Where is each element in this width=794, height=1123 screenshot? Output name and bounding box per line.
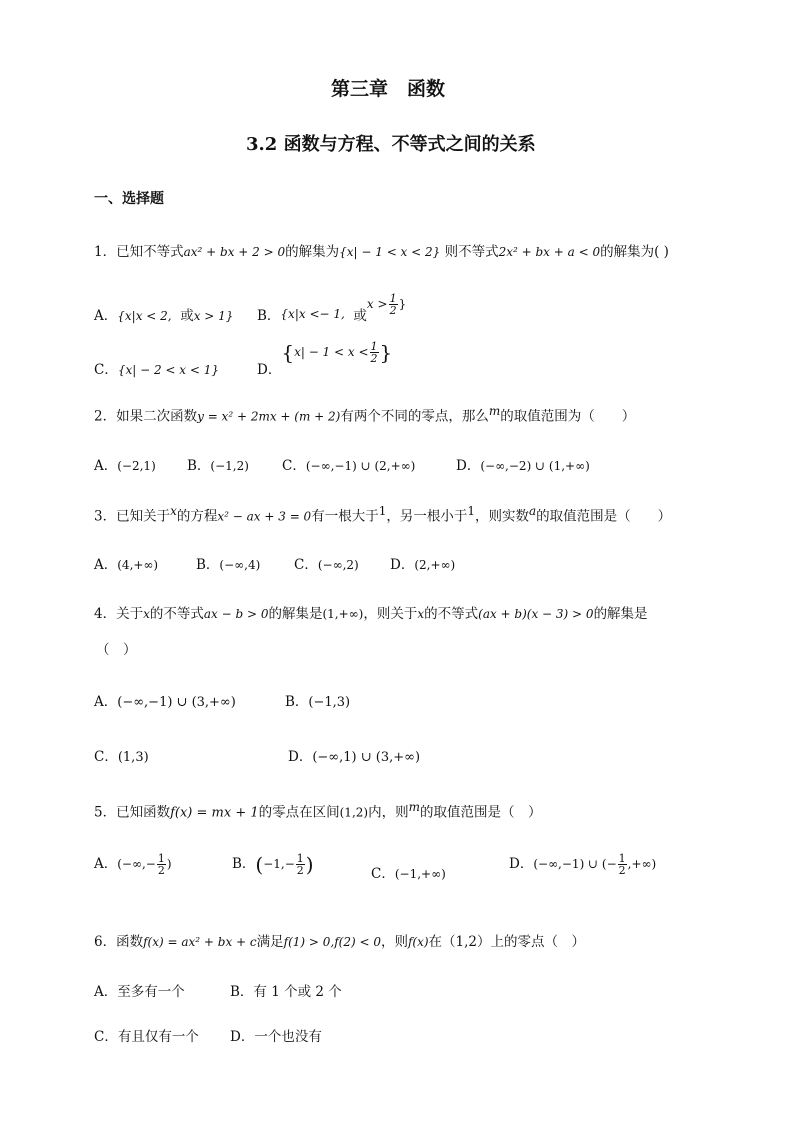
option-value: (−2,1) [117,459,156,473]
option-value: x > 1} [193,309,234,323]
question-1 [94,240,669,260]
option-label: C． [94,362,118,378]
option-value: (−∞,−1) ∪ (− [533,857,617,871]
option-label: B． [285,694,309,710]
option-label: C． [94,749,118,765]
q2-option-d[interactable] [456,454,590,474]
option-label: A． [94,557,118,573]
option-value: {x|x <− 1, [280,307,345,321]
q3-expr: x² − ax + 3 = 0 [217,509,312,524]
q4-option-c[interactable] [94,745,149,765]
q5-option-d[interactable] [509,852,656,876]
question-3 [94,504,671,525]
option-label: A． [94,458,118,474]
q3-one: 1 [467,504,475,518]
option-value: (2,+∞) [414,558,456,572]
q3-option-c[interactable] [294,553,359,573]
question-6 [94,930,585,950]
option-label: D． [509,856,534,872]
option-value: −1,− [263,857,295,871]
q1-set: {x| − 1 < x < 2} [339,245,441,259]
q4-var: x [143,607,150,621]
q6-option-d[interactable]: D．一个也没有 [230,1029,322,1045]
option-label: C． [282,458,306,474]
q6-cond: f(1) > 0,f(2) < 0 [283,935,381,949]
option-value: (4,+∞) [117,558,159,572]
option-value: (−∞,− [117,857,156,871]
q4-set: (1,+∞) [322,607,364,621]
q4-expr1: ax − b > 0 [203,607,269,621]
option-label: A． [94,856,118,872]
q3-stem: 的取值范围是（ ） [536,508,672,525]
option-label: A． [94,694,118,710]
option-value: (−∞,−2) ∪ (1,+∞) [480,459,590,473]
fraction-denominator: 2 [296,864,304,877]
option-label: B． [187,458,211,474]
q6-option-c[interactable]: C．有且仅有一个 [94,1029,199,1045]
q6-stem: 6．函数 [94,934,144,950]
q4-stem: 的不等式 [149,606,204,622]
q5-option-c[interactable] [371,862,446,882]
option-value: (−1,2) [210,459,249,473]
q4-stem: 的不等式 [424,606,479,622]
option-label: C． [371,866,395,882]
q5-stem: 的取值范围是（ ） [419,804,542,821]
q6-stem: 满足 [256,934,284,950]
option-value: (−∞,1) ∪ (3,+∞) [312,750,421,765]
q4-option-a[interactable] [94,690,236,710]
q3-option-d[interactable] [390,553,455,573]
option-or: 或 [353,308,367,324]
q4-expr2: (ax + b)(x − 3) > 0 [478,607,594,621]
option-label: D． [390,557,415,573]
fraction-denominator: 2 [157,864,165,877]
q2-stem: 2．如果二次函数 [94,408,198,425]
q3-stem: ，则实数 [474,508,529,525]
q2-option-c[interactable] [282,454,415,474]
section-title: 3.2 函数与方程、不等式之间的关系 [246,134,536,155]
option-value: ) [166,857,172,871]
q2-option-b[interactable] [187,454,249,474]
part-heading: 一、选择题 [94,191,164,207]
q4-var: x [417,607,425,621]
option-or: 或 [180,308,194,324]
fraction-numerator: 1 [389,292,397,305]
q2-option-a[interactable] [94,454,156,474]
q1-stem: 则不等式 [444,244,499,260]
q6-fx: f(x) [407,935,429,949]
q4-option-b[interactable] [285,690,350,710]
q1-option-c[interactable] [94,358,219,378]
fraction-numerator: 1 [296,852,304,865]
option-value: (−∞,4) [219,558,261,572]
option-value: (−∞,−1) ∪ (3,+∞) [117,695,236,710]
option-label: C． [294,557,318,573]
chapter-title: 第三章 函数 [331,78,446,100]
option-value: x| − 1 < x < [294,345,369,359]
q4-answer-paren: （ ） [96,642,137,658]
option-value: {x| − 2 < x < 1} [117,363,220,377]
option-value: ,+∞) [627,857,657,871]
option-label: B． [196,557,220,573]
option-value: (1,3) [117,750,149,765]
fraction-numerator: 1 [157,852,165,865]
q4-option-d[interactable] [288,745,420,765]
q3-stem: ，另一根小于 [386,508,468,525]
option-label: B． [232,856,256,872]
question-2 [94,404,635,425]
option-label: B． [257,308,281,324]
q1-option-b[interactable]: B．{x|x <− 1, 或x > $\frac{1}{2}$ } [257,292,407,324]
q5-stem: 内，则 [368,804,409,821]
option-label: D． [456,458,481,474]
q4-stem: ，则关于 [363,606,418,622]
q3-one: 1 [378,504,387,518]
q5-stem: 的零点在区间 [258,804,340,821]
q5-var: m [408,800,420,814]
q2-var: m [488,404,501,418]
option-value: x > [366,297,388,311]
q5-option-b[interactable]: B．(−1,− $\frac{1}{2}$ ) [232,852,314,877]
option-value: (−1,3) [308,695,351,710]
option-value: (−∞,−1) ∪ (2,+∞) [305,459,416,473]
fraction-numerator: 1 [370,340,378,353]
q1-option-a[interactable] [94,304,233,324]
q2-expr: y = x² + 2mx + (m + 2) [197,409,341,424]
q4-stem: 的解集是 [268,606,323,622]
question-5 [94,800,541,821]
q6-stem: ，则 [380,934,408,950]
q5-option-a[interactable] [94,852,172,876]
q3-option-a[interactable] [94,553,158,573]
q3-stem: 有一根大于 [311,508,379,525]
q2-stem: 的取值范围为（ ） [500,408,636,425]
q3-var-a: a [528,504,537,518]
q1-stem: 1．已知不等式 [94,244,184,260]
fraction-denominator: 2 [389,304,397,317]
q5-stem: 5．已知函数 [94,804,171,821]
q4-stem: 4．关于 [94,606,144,622]
q3-option-b[interactable] [196,553,260,573]
option-label: D． [288,749,313,765]
q3-stem: 的方程 [176,508,218,525]
option-value: (−∞,2) [317,558,359,572]
q4-stem: 的解集是 [593,606,648,622]
q1-expr1: ax² + bx + 2 > 0 [183,245,286,259]
q5-expr: f(x) = mx + 1 [170,805,259,821]
q6-expr: f(x) = ax² + bx + c [143,935,257,949]
q1-stem: 的解集为( ) [600,244,669,260]
q3-stem: 3．已知关于 [94,508,171,525]
question-4 [94,602,648,622]
option-label: A． [94,308,118,324]
fraction-denominator: 2 [618,864,626,877]
q1-stem: 的解集为 [285,244,340,260]
option-value: (−1,+∞) [394,867,446,881]
q3-var-x: x [170,504,177,518]
q2-stem: 有两个不同的零点，那么 [340,408,489,425]
option-value: {x|x < 2, [117,309,172,323]
q6-option-b[interactable]: B．有 1 个或 2 个 [230,984,342,1000]
q6-stem: 在（1,2）上的零点（ ） [428,934,586,950]
q6-option-a[interactable]: A．至多有一个 [94,984,185,1000]
fraction-denominator: 2 [370,352,378,365]
fraction-numerator: 1 [618,852,626,865]
q1-option-d[interactable]: D．{x| − 1 < x < $\frac{1}{2}$ } [257,340,393,378]
q5-interval: (1,2) [339,805,369,820]
option-label: D． [257,362,282,378]
q1-expr2: 2x² + bx + a < 0 [498,245,601,259]
